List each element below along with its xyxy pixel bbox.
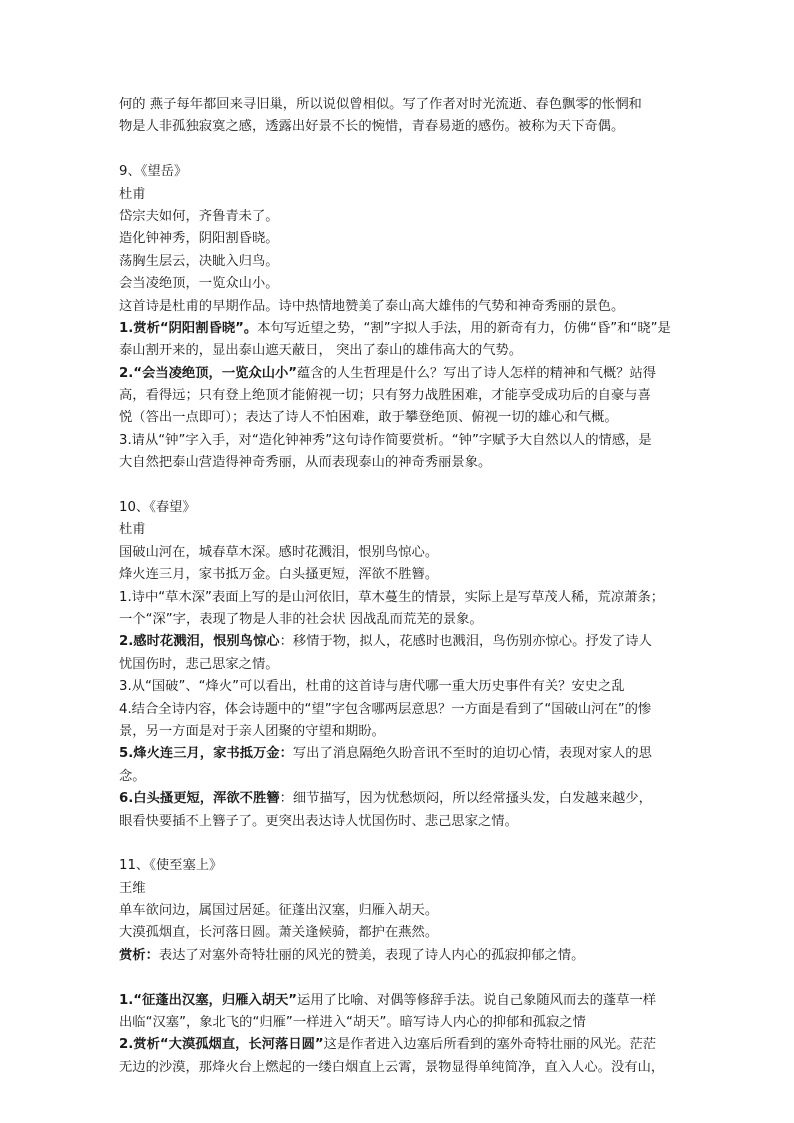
poem-author: 王维: [119, 880, 146, 896]
appreciation-text: 表达了对塞外奇特壮丽的风光的赞美，表现了诗人内心的孤寂抑郁之情。: [158, 947, 585, 963]
poem-heading: 11、《使至塞上》: [119, 858, 223, 874]
question-text: 这是作者进入边塞后所看到的塞外奇特壮丽的风光。茫茫: [323, 1037, 657, 1053]
document-body: [119, 94, 689, 1079]
paragraph-gap: [119, 139, 689, 161]
question-lead: 1.“征蓬出汉塞，归雁入胡天”: [119, 992, 298, 1008]
poem-line: 岱宗夫如何，齐鲁青未了。: [119, 208, 279, 224]
question-line: [119, 631, 689, 653]
paragraph-gap: [119, 833, 689, 855]
question-line: 3.请从“钟”字入手，对“造化钟神秀”这句诗作简要赏析。“钟”字赋予大自然以人的情感，是: [119, 432, 652, 448]
question-text: 本句写近望之势，“割”字拟人手法，用的新奇有力，仿佛“昏”和“晓”是: [257, 320, 671, 336]
question-quote: “大漠孤烟直，长河落日圆”: [159, 1037, 324, 1053]
question-text: 运用了比喻、对偶等修辞手法。说自己象随风而去的蓬草一样: [297, 992, 657, 1008]
poem-line: 荡胸生层云，决眦入归鸟。: [119, 253, 279, 269]
question-text: 蕴含的人生哲理是什么？写出了诗人怎样的精神和气概？站得: [297, 365, 657, 381]
question-line: 念。: [119, 768, 146, 784]
paragraph-gap: [119, 967, 689, 989]
poem-summary: 这首诗是杜甫的早期作品。诗中热情地赞美了泰山高大雄伟的气势和神奇秀丽的景色。: [119, 298, 625, 314]
question-line: 出临“汉塞”，象北飞的“归雁”一样进入“胡天”。暗写诗人内心的抑郁和孤寂之情: [119, 1015, 586, 1031]
question-line: [119, 318, 689, 340]
question-line: 眼看快要插不上簪子了。更突出表达诗人忧国伤时、悲己思家之情。: [119, 813, 518, 829]
paragraph-gap: [119, 475, 689, 497]
question-line: 悦（答出一点即可）；表达了诗人不怕困难，敢于攀登绝顶、俯视一切的雄心和气概。: [119, 410, 618, 426]
appreciation-lead: 赏析：: [119, 947, 159, 963]
question-line: 泰山割开来的，显出泰山遮天蔽日， 突出了泰山的雄伟高大的气势。: [119, 343, 523, 359]
question-text: ：移情于物，拟人，花感时也溅泪，鸟伤别亦惊心。抒发了诗人: [279, 634, 652, 650]
question-line: [119, 1034, 689, 1056]
question-text: ：细节描写，因为忧愁烦闷，所以经常搔头发，白发越来越少，: [279, 791, 652, 807]
question-lead: 1.赏析“阴阳割昏晓”。: [119, 320, 258, 336]
question-line: 一个“深”字，表现了物是人非的社会状 因战乱而荒芜的景象。: [119, 611, 483, 627]
poem-line: 国破山河在，城春草木深。感时花溅泪，恨别鸟惊心。: [119, 544, 439, 560]
question-line: 景，另一方面是对于亲人团聚的守望和期盼。: [119, 723, 385, 739]
question-lead: 5.烽火连三月，家书抵万金：: [119, 746, 293, 762]
poem-line: 单车欲问边，属国过居延。征蓬出汉塞，归雁入胡天。: [119, 903, 439, 919]
question-line: [119, 788, 689, 810]
poem-author: 杜甫: [119, 522, 146, 538]
question-line: 无边的沙漠，那烽火台上燃起的一缕白烟直上云霄，景物显得单纯简净，直入人心。没有山，: [119, 1059, 665, 1075]
poem-author: 杜甫: [119, 186, 146, 202]
question-lead: 6.白头搔更短，浑欲不胜簪: [119, 791, 280, 807]
question-line: 4.结合全诗内容，体会诗题中的“望”字包含哪两层意思？一方面是看到了“国破山河在”的惨: [119, 701, 652, 717]
question-text: 写出了消息隔绝久盼音讯不至时的迫切心情，表现对家人的思: [292, 746, 652, 762]
question-line: 忧国伤时，悲己思家之情。: [119, 656, 279, 672]
poem-line: 烽火连三月，家书抵万金。白头搔更短，浑欲不胜簪。: [119, 567, 439, 583]
question-lead: 2.感时花溅泪，恨别鸟惊心: [119, 634, 280, 650]
question-line: 3.从“国破”、“烽火”可以看出，杜甫的这首诗与唐代哪一重大历史事件有关？安史之乱: [119, 679, 625, 695]
question-line: 1.诗中“草木深”表面上写的是山河依旧，草木蔓生的情景，实际上是写草茂人稀，荒凉萧条；: [119, 589, 665, 605]
poem-heading: 9、《望岳》: [119, 164, 188, 180]
question-line: 高，看得远；只有登上绝顶才能俯视一切；只有努力战胜困难，才能享受成功后的自豪与喜: [119, 388, 651, 404]
poem-heading: 10、《春望》: [119, 500, 196, 516]
appreciation-line: [119, 945, 689, 967]
question-line: 大自然把泰山营造得神奇秀丽，从而表现泰山的神奇秀丽景象。: [119, 455, 492, 471]
question-lead: 2.“会当凌绝顶，一览众山小”: [119, 365, 298, 381]
poem-line: 会当凌绝顶，一览众山小。: [119, 276, 279, 292]
intro-line: 何的 燕子每年都回来寻旧巢，所以说似曾相似。写了作者对时光流逝、春色飘零的怅惘和: [119, 97, 642, 112]
poem-line: 大漠孤烟直，长河落日圆。萧关逢候骑，都护在燕然。: [119, 925, 439, 941]
intro-line: 物是人非孤独寂寞之感，透露出好景不长的惋惜，青春易逝的感伤。被称为天下奇偶。: [119, 119, 625, 135]
question-line: [119, 990, 689, 1012]
question-lead: 2.赏析: [119, 1037, 160, 1053]
question-line: [119, 743, 689, 765]
poem-line: 造化钟神秀，阴阳割昏晓。: [119, 231, 279, 247]
question-line: [119, 363, 689, 385]
